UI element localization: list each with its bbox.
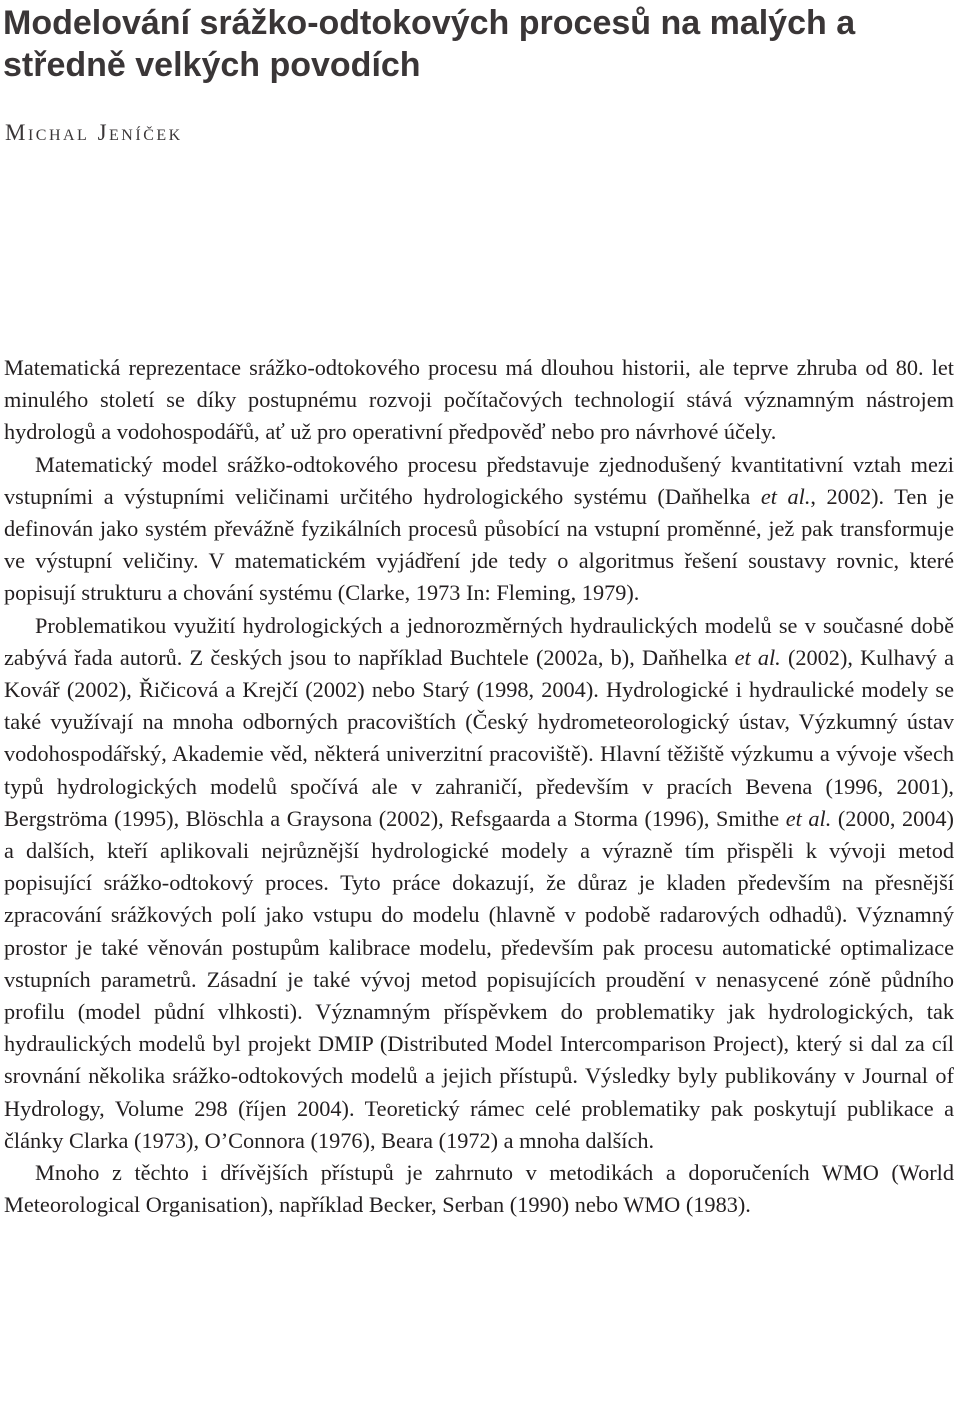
paragraph-2-part-b: , 2002). Ten je definován jako systém převážně fyzikálních procesů působící na vstupní proměnné, jež pak transformuje ve výstupní veličiny. V matematickém vyjádření jde tedy o algoritmus řešení soustavy rovnic, které popisují strukturu a chování systému (Clarke, 1973 In: Fleming, 1979). bbox=[4, 483, 954, 606]
paragraph-1: Matematická reprezentace srážko-odtokového procesu má dlouhou historii, ale teprve zhruba od 80. let minulého století se díky postupnému rozvoji počítačových technologií stává významným nástrojem hydrologů a vodohospodářů, ať už pro operativní předpověď nebo pro návrhové účely. bbox=[4, 355, 954, 445]
citation-et-al: et al. bbox=[734, 644, 781, 670]
citation-et-al: et al. bbox=[785, 805, 832, 831]
paragraph-3 bbox=[4, 610, 954, 1157]
paragraph-2 bbox=[4, 449, 954, 610]
paragraph-2-part-a: Matematický model srážko-odtokového procesu představuje zjednodušený kvantitativní vztah mezi vstupními a výstupními veličinami určitého hydrologického systému (Daňhelka bbox=[4, 451, 954, 509]
author-name: Michal Jeníček bbox=[5, 120, 183, 145]
paragraph-4: Mnoho z těchto i dřívějších přístupů je zahrnuto v metodikách a doporučeních WMO (World Meteorological Organisation), například Becker, Serban (1990) nebo WMO (1983). bbox=[4, 1160, 954, 1218]
paragraph-3-part-c: (2000, 2004) a dalších, kteří aplikovali nejrůznější hydrologické modely a výrazně tím přispěli k vývoji metod popisující srážko-odtokový proces. Tyto práce dokazují, že důraz je kladen především na přesnější zpracování srážkových polí jako vstupu do modelu (hlavně v podobě radarových odhadů). Významný prostor je také věnován postupům kalibrace modelu, především pak procesu automatické optimalizace vstupních parametrů. Zásadní je také vývoj metod popisujících proudění v nenasycené zóně půdního profilu (model půdní vlhkosti). Významným příspěvkem do problematiky jak hydrologických, tak hydraulických modelů byl projekt DMIP (Distributed Model Intercomparison Project), který si dal za cíl srovnání několika srážko-odtokových modelů a jejich přístupů. Výsledky byly publikovány v Journal of Hydrology, Volume 298 (říjen 2004). Teoretický rámec celé problematiky pak poskytují publikace a články Clarka (1973), O’Connora (1976), Beara (1972) a mnoha dalších. bbox=[4, 805, 954, 1153]
paragraph-3-part-a: Problematikou využití hydrologických a jednorozměrných hydraulických modelů se v současné době zabývá řada autorů. Z českých jsou to například Buchtele (2002a, b), Daňhelka bbox=[4, 612, 954, 670]
article-body bbox=[4, 352, 954, 1221]
citation-et-al: et al. bbox=[760, 483, 811, 509]
paragraph-3-part-b: (2002), Kulhavý a Kovář (2002), Řičicová a Krejčí (2002) nebo Starý (1998, 2004). Hydrologické i hydraulické modely se také využívají na mnoha odborných pracovištích (Český hydrometeorologický ústav, Výzkumný ústav vodohospodářský, Akademie věd, některá univerzitní pracoviště). Hlavní těžiště výzkumu a vývoje všech typů hydrologických modelů spočívá ale v zahraničí, především v pracích Bevena (1996, 2001), Bergströma (1995), Blöschla a Graysona (2002), Refsgaarda a Storma (1996), Smithe bbox=[4, 644, 954, 831]
article-title: Modelování srážko-odtokových procesů na malých a středně velkých povodích bbox=[3, 4, 856, 84]
